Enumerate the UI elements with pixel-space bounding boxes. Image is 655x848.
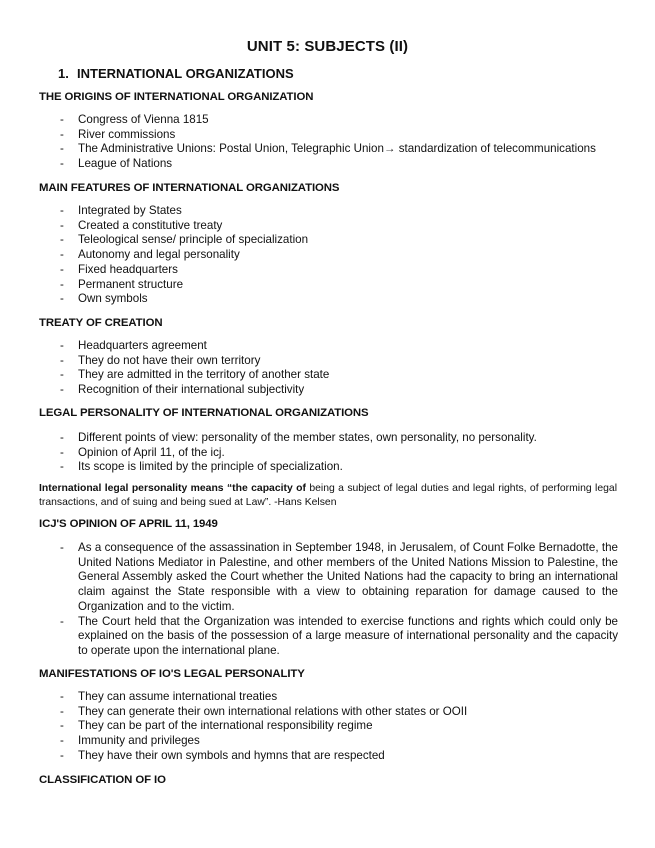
list-manifestations bbox=[0, 690, 620, 764]
list-item: - They can generate their own international relations with other states or OOII bbox=[0, 705, 620, 720]
subtitle-number: 1. bbox=[58, 66, 69, 81]
list-item: - They have their own symbols and hymns that are respected bbox=[0, 749, 620, 764]
list-item: - Headquarters agreement bbox=[0, 339, 620, 354]
heading-legal-personality: LEGAL PERSONALITY OF INTERNATIONAL ORGANIZATIONS bbox=[39, 407, 369, 419]
list-item: - They can assume international treaties bbox=[0, 690, 620, 705]
list-item: - Recognition of their international subjectivity bbox=[0, 383, 620, 398]
list-legal-personality bbox=[0, 431, 620, 475]
heading-main-features: MAIN FEATURES OF INTERNATIONAL ORGANIZATIONS bbox=[39, 182, 340, 194]
quote-bold: International legal personality means “the capacity of bbox=[39, 483, 306, 494]
list-item: - Immunity and privileges bbox=[0, 734, 620, 749]
list-item: - Congress of Vienna 1815 bbox=[0, 113, 620, 128]
list-item: - Created a constitutive treaty bbox=[0, 219, 620, 234]
list-item: - Autonomy and legal personality bbox=[0, 248, 620, 263]
list-item: - They are admitted in the territory of another state bbox=[0, 368, 620, 383]
list-item: - River commissions bbox=[0, 128, 620, 143]
heading-manifestations: MANIFESTATIONS OF IO'S LEGAL PERSONALITY bbox=[39, 668, 305, 680]
list-main-features bbox=[0, 204, 620, 307]
list-item: - Integrated by States bbox=[0, 204, 620, 219]
heading-origins: THE ORIGINS OF INTERNATIONAL ORGANIZATION bbox=[39, 91, 314, 103]
list-item: - They can be part of the international responsibility regime bbox=[0, 719, 620, 734]
list-icj-opinion bbox=[0, 541, 620, 659]
quote-rest: being a subject of legal duties and legal rights, of performing legal transactions, and of suing and being sued at Law”. -Hans Kelsen bbox=[39, 483, 618, 508]
subtitle-text: INTERNATIONAL ORGANIZATIONS bbox=[77, 66, 294, 81]
list-item: - The Administrative Unions: Postal Union, Telegraphic Union→ standardization of telecommunications bbox=[0, 142, 620, 157]
heading-treaty-of-creation: TREATY OF CREATION bbox=[39, 317, 163, 329]
list-item: - Permanent structure bbox=[0, 278, 620, 293]
list-treaty-of-creation bbox=[0, 339, 620, 398]
section-subtitle bbox=[58, 66, 294, 81]
heading-classification: CLASSIFICATION OF IO bbox=[39, 774, 166, 786]
page-title: UNIT 5: SUBJECTS (II) bbox=[246, 38, 409, 55]
kelsen-quote bbox=[39, 482, 617, 510]
heading-icj-opinion: ICJ'S OPINION OF APRIL 11, 1949 bbox=[39, 518, 218, 530]
list-item: - Opinion of April 11, of the icj. bbox=[0, 446, 620, 461]
list-item: - League of Nations bbox=[0, 157, 620, 172]
list-item: - Different points of view: personality of the member states, own personality, no personality. bbox=[0, 431, 620, 446]
list-item: - Own symbols bbox=[0, 292, 620, 307]
list-item: - Its scope is limited by the principle of specialization. bbox=[0, 460, 620, 475]
list-item: - As a consequence of the assassination in September 1948, in Jerusalem, of Count Folke Bernadotte, the United Nations Mediator in Palestine, and other members of the United Nations Mission to Palestine, the General Assembly asked the Court whether the United Nations had the capacity to bring an international claim against the State responsible with a view to obtaining reparation for damage caused to the Organization and to the victim. bbox=[0, 541, 618, 615]
list-item: - They do not have their own territory bbox=[0, 354, 620, 369]
list-origins bbox=[0, 113, 620, 172]
list-item: - Fixed headquarters bbox=[0, 263, 620, 278]
list-item: - Teleological sense/ principle of specialization bbox=[0, 233, 620, 248]
list-item: - The Court held that the Organization was intended to exercise functions and rights which could only be explained on the basis of the possession of a large measure of international personality and the capacity to operate upon the international plane. bbox=[0, 615, 618, 659]
